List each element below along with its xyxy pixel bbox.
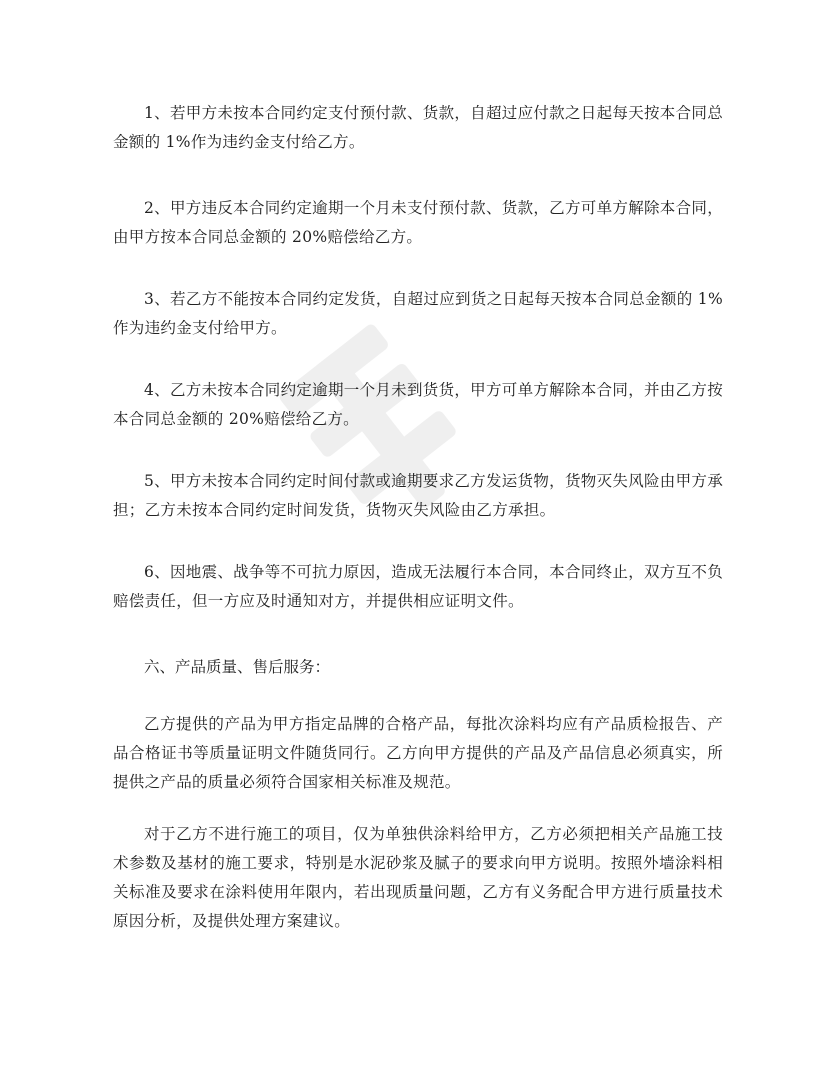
section-heading: 六、产品质量、售后服务： bbox=[144, 658, 331, 676]
clause-paragraph: 4、乙方未按本合同约定逾期一个月未到货货，甲方可单方解除本合同，并由乙方按本合同总金额的 20%赔偿给乙方。 bbox=[113, 381, 723, 428]
clause-paragraph: 3、若乙方不能按本合同约定发货，自超过应到货之日起每天按本合同总金额的 1%作为违约金支付给甲方。 bbox=[113, 290, 723, 337]
clause-paragraph: 5、甲方未按本合同约定时间付款或逾期要求乙方发运货物，货物灭失风险由甲方承担；乙方未按本合同约定时间发货，货物灭失风险由乙方承担。 bbox=[113, 472, 723, 519]
section-paragraph: 乙方提供的产品为甲方指定品牌的合格产品，每批次涂料均应有产品质检报告、产品合格证书等质量证明文件随货同行。乙方向甲方提供的产品及产品信息必须真实，所提供之产品的质量必须符合国家相关标准及规范。 bbox=[113, 715, 723, 791]
clause-paragraph: 2、甲方违反本合同约定逾期一个月未支付预付款、货款，乙方可单方解除本合同，由甲方按本合同总金额的 20%赔偿给乙方。 bbox=[113, 199, 723, 246]
clause-paragraph: 1、若甲方未按本合同约定支付预付款、货款，自超过应付款之日起每天按本合同总金额的 1%作为违约金支付给乙方。 bbox=[113, 104, 723, 151]
clause-paragraph: 6、因地震、战争等不可抗力原因，造成无法履行本合同，本合同终止，双方互不负赔偿责任，但一方应及时通知对方，并提供相应证明文件。 bbox=[113, 563, 723, 610]
section-paragraph: 对于乙方不进行施工的项目，仅为单独供涂料给甲方，乙方必须把相关产品施工技术参数及基材的施工要求，特别是水泥砂浆及腻子的要求向甲方说明。按照外墙涂料相关标准及要求在涂料使用年限内，若出现质量问题，乙方有义务配合甲方进行质量技术原因分析，及提供处理方案建议。 bbox=[113, 825, 723, 930]
